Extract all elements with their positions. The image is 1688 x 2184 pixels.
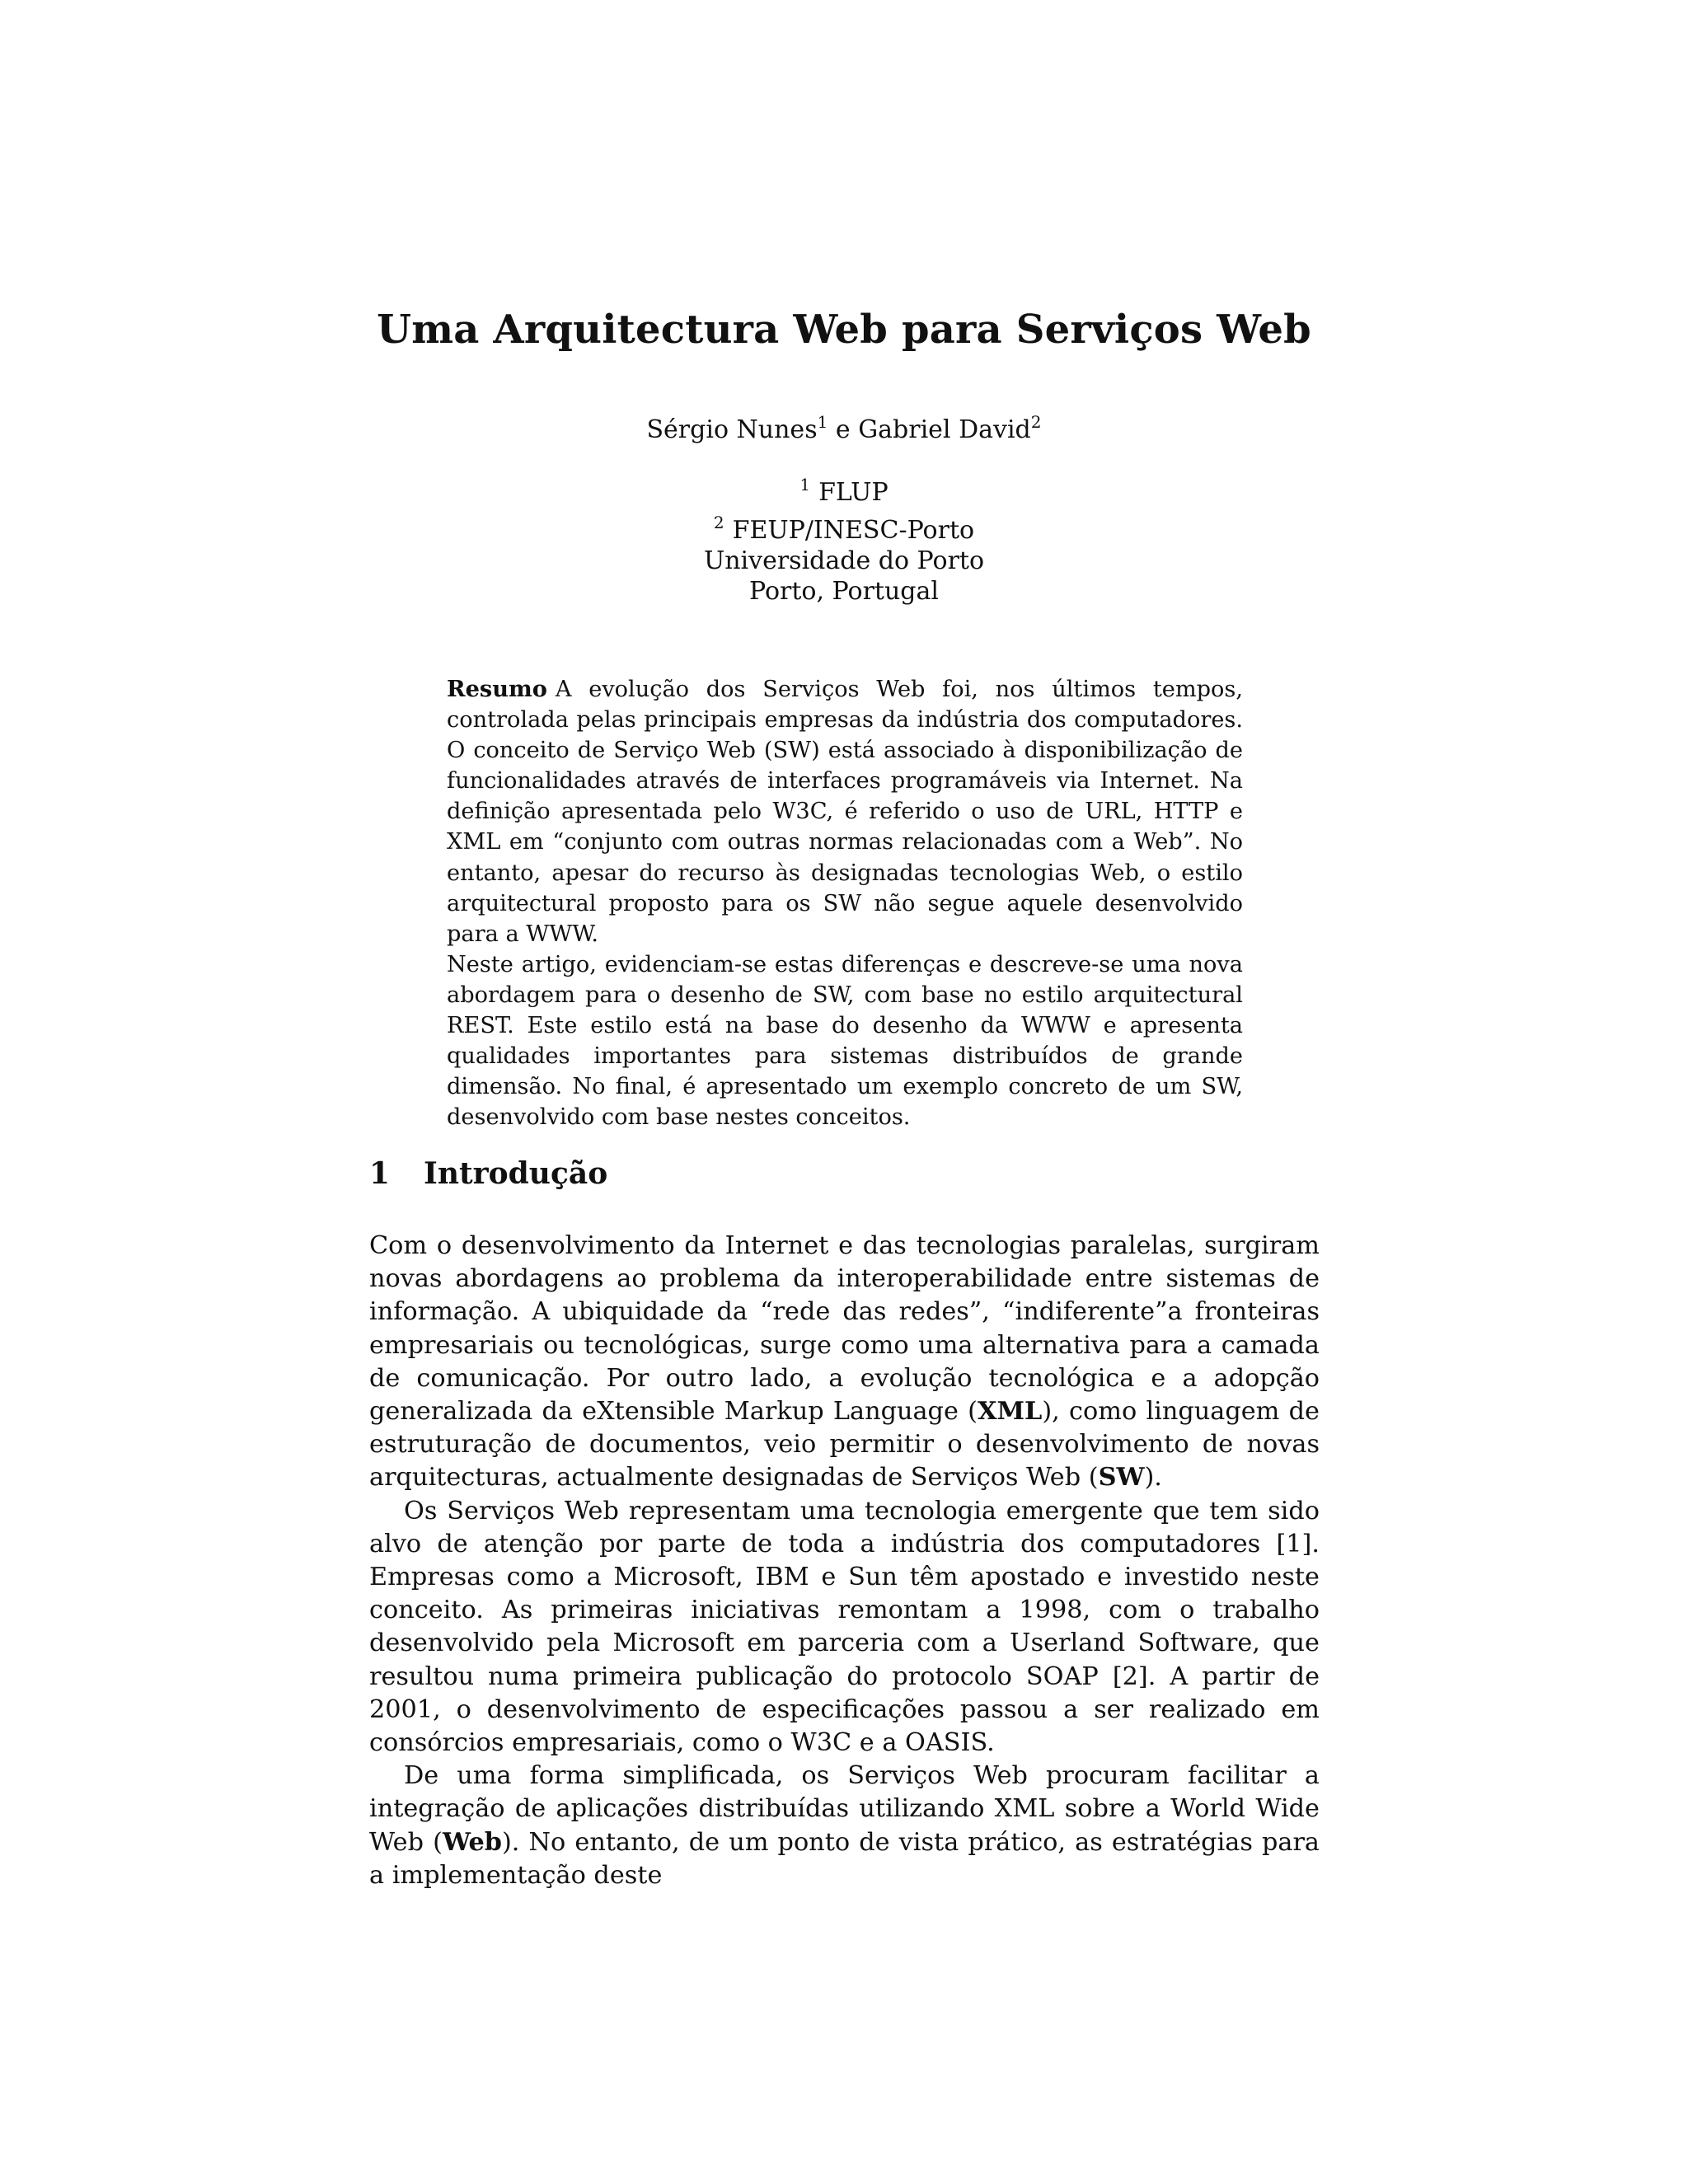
bold-term: Web: [442, 1827, 502, 1857]
section-number: 1: [369, 1156, 391, 1191]
body-paragraph: [369, 1230, 1320, 1495]
author-name: Gabriel David: [858, 415, 1031, 444]
section-body: [369, 1230, 1320, 1892]
abstract-text: A evolução dos Serviços Web foi, nos últimos tempos, controlada pelas principais empresas da indústria dos computadores. O conceito de Serviço Web (SW) está associado à disponibilização de funcionalidades através de interfaces programáveis via Internet. Na definição apresentada pelo W3C, é referido o uso de URL, HTTP e XML em “conjunto com outras normas relacionadas com a Web”. No entanto, apesar do recurso às designadas tecnologias Web, o estilo arquitectural proposto para os SW não segue aquele desenvolvido para a WWW.: [447, 677, 1243, 947]
affiliation-line: [0, 508, 1688, 546]
body-paragraph: Os Serviços Web representam uma tecnologia emergente que tem sido alvo de atenção por parte de toda a indústria dos computadores [1]. Empresas como a Microsoft, IBM e Sun têm apostado e investido neste conceito. As primeiras iniciativas remontam a 1998, com o trabalho desenvolvido pela Microsoft em parceria com a Userland Software, que resultou numa primeira publicação do protocolo SOAP [2]. A partir de 2001, o desenvolvimento de especificações passou a ser realizado em consórcios empresariais, como o W3C e a OASIS.: [369, 1496, 1320, 1758]
affiliation-name: FEUP/INESC-Porto: [732, 516, 975, 545]
bold-term: XML: [977, 1397, 1043, 1427]
body-text-run: ). No entanto, de um ponto de vista prático, as estratégias para a implementação deste: [369, 1827, 1320, 1890]
affiliation-name: FLUP: [818, 478, 889, 507]
body-text-run: ).: [1144, 1463, 1162, 1493]
abstract-label: Resumo: [447, 676, 547, 702]
affiliation-university: Universidade do Porto: [703, 546, 985, 575]
body-text-run: De uma forma simplificada, os Serviços Web procuram facilitar a integração de aplicações distribuídas utilizando XML sobre a World Wide Web (: [369, 1761, 1320, 1857]
author-line: [0, 412, 1688, 444]
affiliation-marker: 2: [713, 513, 724, 532]
affiliation-marker: 1: [799, 475, 811, 494]
bold-term: SW: [1098, 1463, 1145, 1493]
affiliation-line: [0, 470, 1688, 508]
author-name: Sérgio Nunes: [646, 415, 818, 444]
affiliation-marker: 1: [817, 412, 828, 432]
affiliation-marker: 2: [1030, 412, 1042, 432]
section-heading: [369, 1156, 607, 1191]
abstract: [447, 674, 1243, 1132]
paper-title: Uma Arquitectura Web para Serviços Web: [377, 307, 1311, 353]
body-text-run: Com o desenvolvimento da Internet e das tecnologias paralelas, surgiram novas abordagens ao problema da interoperabilidade entre sistemas de informação. A ubiquidade da “rede das redes”, “indiferente”a fronteiras empresariais ou tecnológicas, surge como uma alternativa para a camada de comunicação. Por outro lado, a evolução tecnológica e a adopção generalizada da eXtensible Markup Language (: [369, 1231, 1320, 1427]
affiliations: [0, 470, 1688, 607]
section-title: Introdução: [424, 1156, 608, 1191]
abstract-paragraph: [447, 674, 1243, 949]
affiliation-location: Porto, Portugal: [749, 577, 939, 606]
body-text-run: ), como linguagem de estruturação de documentos, veio permitir o desenvolvimento de novas arquitecturas, actualmente designadas de Serviços Web (: [369, 1397, 1320, 1493]
author-conjunction: e: [835, 415, 851, 444]
body-paragraph: [369, 1760, 1320, 1892]
abstract-paragraph: Neste artigo, evidenciam-se estas diferenças e descreve-se uma nova abordagem para o desenho de SW, com base no estilo arquitectural REST. Este estilo está na base do desenho da WWW e apresenta qualidades importantes para sistemas distribuídos de grande dimensão. No final, é apresentado um exemplo concreto de um SW, desenvolvido com base nestes conceitos.: [447, 951, 1243, 1131]
